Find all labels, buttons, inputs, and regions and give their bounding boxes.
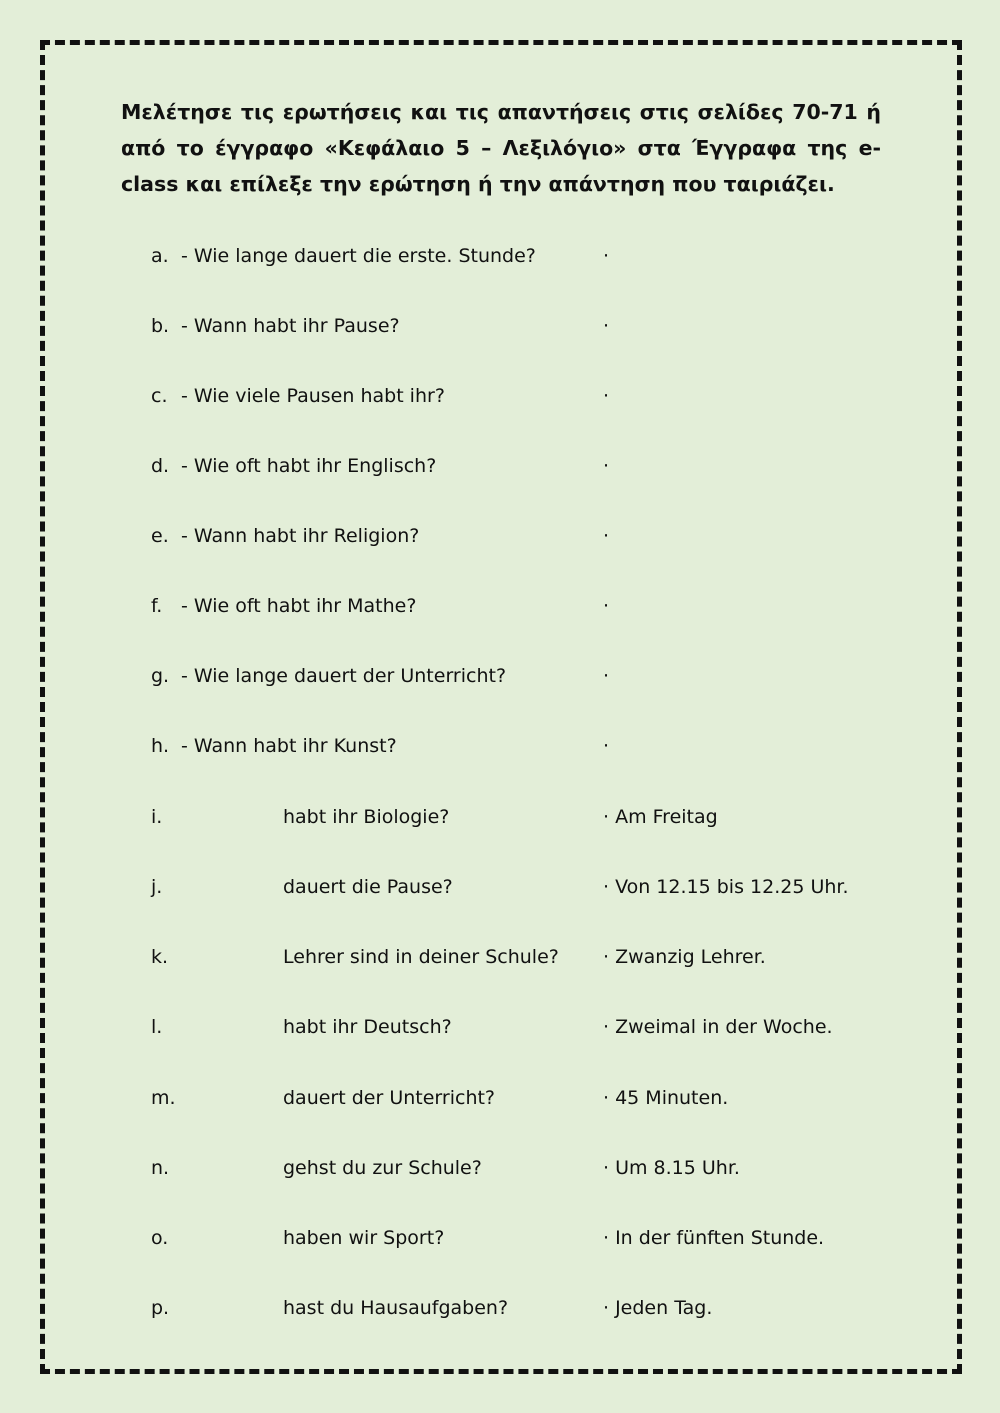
- exercise-item-d: [0, 450, 1000, 482]
- item-question: - Wie lange dauert die erste. Stunde?: [181, 245, 536, 267]
- answer-slot[interactable]: ·: [603, 245, 610, 267]
- item-letter: e.: [151, 525, 169, 547]
- item-question: - Wie viele Pausen habt ihr?: [181, 385, 445, 407]
- answer-slot[interactable]: ·: [603, 315, 610, 337]
- item-answer: · Um 8.15 Uhr.: [603, 1157, 740, 1179]
- exercise-item-j: [0, 871, 1000, 903]
- item-letter: b.: [151, 315, 170, 337]
- exercise-item-c: [0, 380, 1000, 412]
- item-answer: · Zwanzig Lehrer.: [603, 946, 766, 968]
- item-letter: k.: [151, 946, 169, 968]
- item-question-fragment: Lehrer sind in deiner Schule?: [283, 946, 559, 968]
- item-answer: · Am Freitag: [603, 806, 718, 828]
- item-question-fragment: habt ihr Biologie?: [283, 806, 450, 828]
- item-question: - Wie oft habt ihr Englisch?: [181, 455, 437, 477]
- item-letter: a.: [151, 245, 169, 267]
- item-answer: · Zweimal in der Woche.: [603, 1016, 833, 1038]
- item-question: - Wann habt ihr Pause?: [181, 315, 400, 337]
- item-question-fragment: dauert der Unterricht?: [283, 1087, 496, 1109]
- item-question-fragment: haben wir Sport?: [283, 1227, 445, 1249]
- item-letter: n.: [151, 1157, 170, 1179]
- item-answer: · Jeden Tag.: [603, 1297, 713, 1319]
- item-question-fragment: habt ihr Deutsch?: [283, 1016, 452, 1038]
- item-answer: · Von 12.15 bis 12.25 Uhr.: [603, 876, 849, 898]
- item-letter: i.: [151, 806, 163, 828]
- answer-slot[interactable]: ·: [603, 455, 610, 477]
- item-question: - Wann habt ihr Kunst?: [181, 735, 397, 757]
- answer-slot[interactable]: ·: [603, 385, 610, 407]
- exercise-item-n: [0, 1152, 1000, 1184]
- exercise-item-m: [0, 1082, 1000, 1114]
- item-letter: g.: [151, 665, 170, 687]
- exercise-item-l: [0, 1011, 1000, 1043]
- item-letter: f.: [151, 595, 163, 617]
- exercise-item-f: [0, 590, 1000, 622]
- item-question: - Wie lange dauert der Unterricht?: [181, 665, 507, 687]
- item-question-fragment: dauert die Pause?: [283, 876, 453, 898]
- item-letter: o.: [151, 1227, 169, 1249]
- item-letter: l.: [151, 1016, 163, 1038]
- item-letter: j.: [151, 876, 163, 898]
- answer-slot[interactable]: ·: [603, 525, 610, 547]
- item-letter: c.: [151, 385, 168, 407]
- exercise-item-h: [0, 730, 1000, 762]
- item-question-fragment: hast du Hausaufgaben?: [283, 1297, 509, 1319]
- exercise-item-b: [0, 310, 1000, 342]
- instructions-text: Μελέτησε τις ερωτήσεις και τις απαντήσεις στις σελίδες 70-71 ή από το έγγραφο «Κεφάλαιο 5 – Λεξιλόγιο» στα Έγγραφα της e-class και επίλεξε την ερώτηση ή την απάντηση που ταιριάζει.: [121, 100, 881, 196]
- item-answer: · 45 Minuten.: [603, 1087, 729, 1109]
- item-letter: d.: [151, 455, 170, 477]
- item-question-fragment: gehst du zur Schule?: [283, 1157, 482, 1179]
- exercise-item-p: [0, 1292, 1000, 1324]
- item-question: - Wann habt ihr Religion?: [181, 525, 420, 547]
- item-letter: m.: [151, 1087, 176, 1109]
- exercise-item-g: [0, 660, 1000, 692]
- item-question: - Wie oft habt ihr Mathe?: [181, 595, 417, 617]
- exercise-item-k: [0, 941, 1000, 973]
- exercise-item-i: [0, 801, 1000, 833]
- item-letter: p.: [151, 1297, 170, 1319]
- answer-slot[interactable]: ·: [603, 595, 610, 617]
- answer-slot[interactable]: ·: [603, 665, 610, 687]
- item-letter: h.: [151, 735, 170, 757]
- exercise-item-e: [0, 520, 1000, 552]
- exercise-item-a: [0, 240, 1000, 272]
- item-answer: · In der fünften Stunde.: [603, 1227, 825, 1249]
- answer-slot[interactable]: ·: [603, 735, 610, 757]
- exercise-item-o: [0, 1222, 1000, 1254]
